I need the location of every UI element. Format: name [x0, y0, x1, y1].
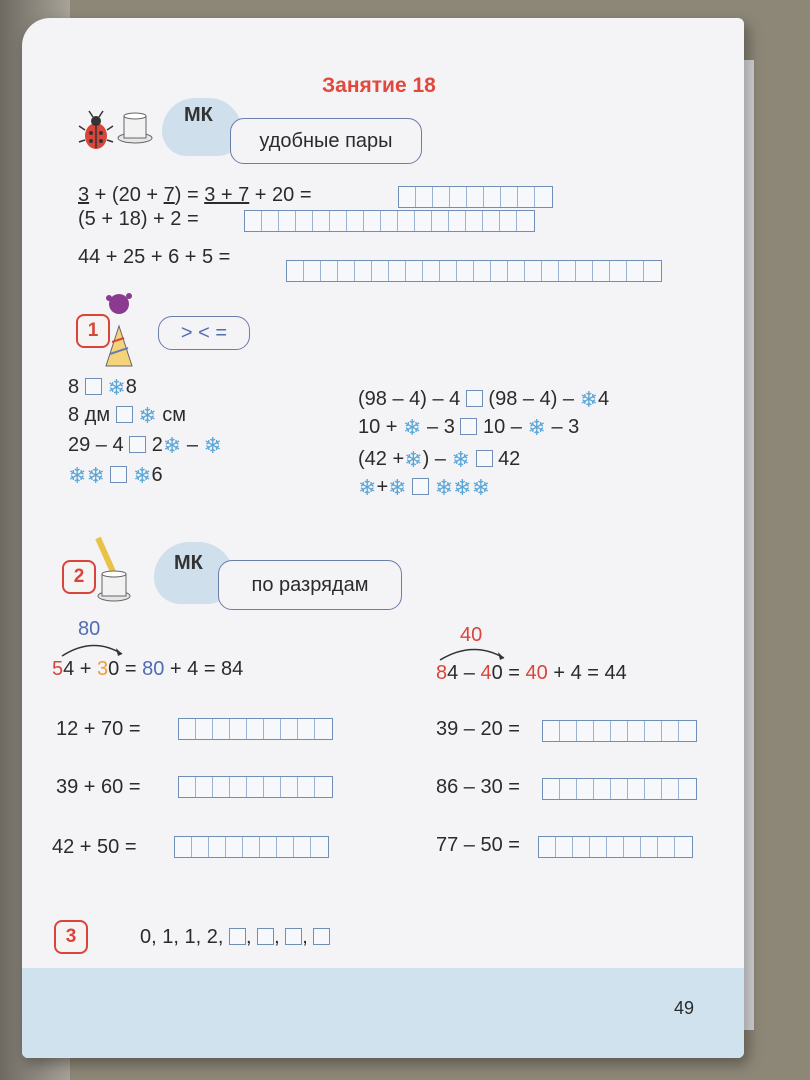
term: + 4 = 44 [547, 662, 627, 684]
workbook-page [22, 18, 744, 1058]
exercise-left-1: 12 + 70 = [56, 718, 141, 740]
snowflake-icon: ❄ [434, 475, 454, 500]
snowflake-icon: ❄ [86, 463, 105, 488]
mk-badge: МК [184, 104, 213, 126]
comma: , [302, 926, 308, 948]
compare-box[interactable] [412, 478, 429, 495]
sequence-box[interactable] [313, 928, 330, 945]
snowflake-icon: ❄ [404, 447, 423, 472]
term: 29 – 4 [68, 434, 124, 456]
compare-row-4 [68, 464, 163, 487]
lesson-title: Занятие 18 [322, 74, 436, 97]
compare-row-5 [358, 388, 609, 411]
signs-text: > < = [180, 321, 228, 344]
term: ) – [422, 448, 446, 470]
term: 42 [498, 448, 521, 470]
term: 4 – [447, 662, 481, 684]
snowflake-icon: ❄ [203, 433, 222, 458]
term: 2 [151, 434, 163, 456]
task-number-3: 3 [54, 920, 88, 954]
snowflake-icon: ❄ [527, 415, 546, 440]
term: 4 + [63, 658, 98, 680]
answer-cells[interactable] [538, 836, 693, 858]
hat-icon [116, 110, 154, 149]
term: + [376, 476, 389, 498]
snowflake-icon: ❄ [453, 475, 472, 500]
snowflake-icon: ❄ [471, 475, 490, 500]
compare-box[interactable] [129, 436, 146, 453]
compare-row-3 [68, 434, 222, 457]
term: 3 + 7 [204, 184, 250, 206]
term: 40 [525, 662, 548, 684]
bug-icon [78, 110, 114, 157]
compare-box[interactable] [116, 406, 133, 423]
example-add [52, 658, 243, 681]
comma: , [245, 926, 252, 948]
compare-row-7 [358, 448, 520, 471]
exercise-right-1: 39 – 20 = [436, 718, 520, 740]
sequence-row [140, 926, 330, 949]
digit: 3 [97, 658, 109, 680]
term: – 3 [551, 416, 580, 438]
term: 7 [163, 184, 175, 206]
compare-row-8 [358, 476, 490, 499]
mk-line-3: 44 + 25 + 6 + 5 = [78, 246, 231, 268]
bottom-band [22, 968, 744, 1058]
topic-text: удобные пары [259, 129, 393, 152]
digit: 4 [480, 662, 492, 684]
compare-box[interactable] [466, 390, 483, 407]
exercise-right-2: 86 – 30 = [436, 776, 520, 798]
term: 4 [598, 388, 610, 410]
topic-text: по разрядам [251, 573, 369, 596]
term: – 3 [427, 416, 455, 438]
compare-row-1 [68, 376, 137, 399]
sequence-box[interactable] [257, 928, 274, 945]
compare-row-6 [358, 416, 579, 439]
digit: 5 [52, 658, 64, 680]
term: (98 – 4) – 4 [358, 388, 461, 410]
snowflake-icon: ❄ [138, 403, 157, 428]
compare-box[interactable] [110, 466, 127, 483]
arc-label: 80 [78, 618, 101, 640]
answer-cells[interactable] [398, 186, 553, 208]
snowflake-icon: ❄ [403, 415, 422, 440]
term: 80 [142, 658, 165, 680]
mk-badge: МК [174, 552, 203, 574]
sequence-box[interactable] [229, 928, 246, 945]
mk-line-2: (5 + 18) + 2 = [78, 208, 199, 230]
term: (98 – 4) – [488, 388, 575, 410]
pencil-icon [92, 534, 132, 609]
answer-cells[interactable] [542, 720, 697, 742]
mk-line-1 [78, 184, 312, 207]
arc-arrow [58, 636, 128, 658]
snowflake-icon: ❄ [68, 463, 87, 488]
answer-cells[interactable] [178, 718, 333, 740]
compare-box[interactable] [476, 450, 493, 467]
example-sub [436, 662, 627, 685]
answer-cells[interactable] [286, 260, 662, 282]
term: + 20 = [249, 184, 312, 206]
answer-cells[interactable] [244, 210, 535, 232]
term: 10 – [482, 416, 522, 438]
snowflake-icon: ❄ [358, 475, 377, 500]
term: – [186, 434, 198, 456]
term: ) = [174, 184, 205, 206]
term: 6 [151, 464, 163, 486]
compare-box[interactable] [460, 418, 477, 435]
comma: , [274, 926, 280, 948]
task-number-1: 1 [76, 314, 110, 348]
page-number: 49 [674, 998, 695, 1018]
term: (42 + [358, 448, 405, 470]
signs-bubble [158, 316, 250, 350]
exercise-left-2: 39 + 60 = [56, 776, 141, 798]
sequence-box[interactable] [285, 928, 302, 945]
answer-cells[interactable] [174, 836, 329, 858]
snowflake-icon: ❄ [162, 433, 182, 458]
term: + (20 + [89, 184, 164, 206]
term: 8 [68, 376, 80, 398]
compare-row-2 [68, 404, 186, 427]
topic-bubble [218, 560, 402, 610]
term: 3 [78, 184, 90, 206]
answer-cells[interactable] [542, 778, 697, 800]
digit: 8 [436, 662, 448, 684]
snowflake-icon: ❄ [451, 447, 470, 472]
arc-arrow [436, 640, 510, 662]
exercise-left-3: 42 + 50 = [52, 836, 137, 858]
snowflake-icon: ❄ [107, 375, 126, 400]
arc-label: 40 [460, 624, 483, 646]
topic-bubble [230, 118, 422, 164]
answer-cells[interactable] [178, 776, 333, 798]
snowflake-icon: ❄ [133, 463, 152, 488]
task-number-2: 2 [62, 560, 96, 594]
compare-box[interactable] [85, 378, 102, 395]
term: 10 + [358, 416, 398, 438]
term: 0 = [491, 662, 526, 684]
snowflake-icon: ❄ [579, 387, 599, 412]
term: 8 дм [68, 404, 111, 426]
sequence-text: 0, 1, 1, 2, [140, 926, 224, 948]
exercise-right-3: 77 – 50 = [436, 834, 520, 856]
term: 8 [125, 376, 137, 398]
term: см [162, 404, 186, 426]
term: + 4 = 84 [164, 658, 244, 680]
term: 0 = [108, 658, 143, 680]
snowflake-icon: ❄ [388, 475, 407, 500]
